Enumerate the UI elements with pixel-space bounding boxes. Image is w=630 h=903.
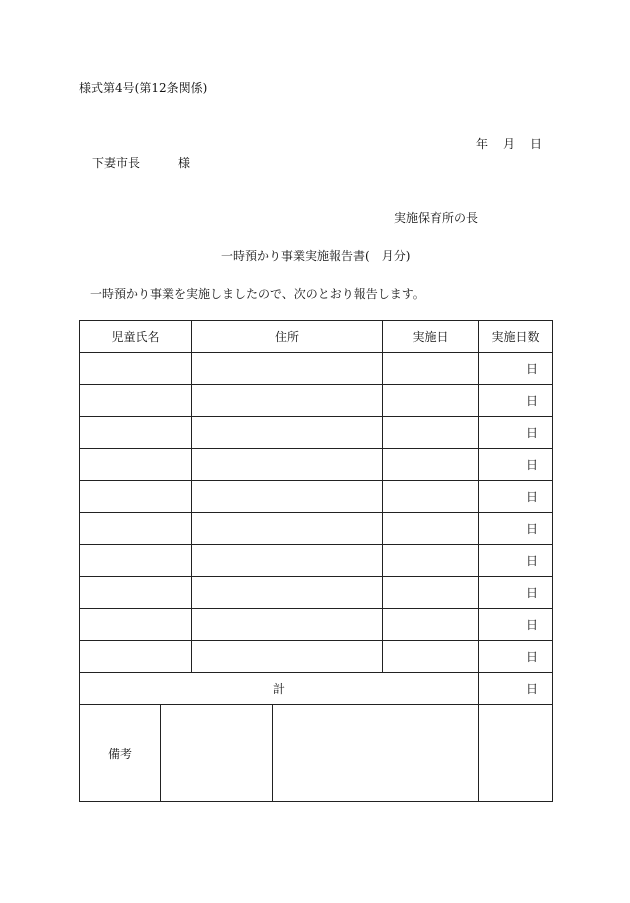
child-name-cell[interactable] <box>80 641 192 673</box>
date-cell[interactable] <box>383 577 479 609</box>
form-number: 様式第4号(第12条関係) <box>79 81 208 95</box>
header-days: 実施日数 <box>479 321 553 353</box>
report-table-body <box>80 321 553 802</box>
date-cell[interactable] <box>383 481 479 513</box>
date-cell[interactable] <box>383 513 479 545</box>
date-cell[interactable] <box>383 417 479 449</box>
remarks-cell-1[interactable] <box>161 705 273 802</box>
address-cell[interactable] <box>192 545 383 577</box>
table-row <box>80 481 553 513</box>
remarks-cell-3[interactable] <box>479 705 553 802</box>
address-cell[interactable] <box>192 577 383 609</box>
addressee-name: 下妻市長 <box>92 156 141 170</box>
child-name-cell[interactable] <box>80 513 192 545</box>
date-cell[interactable] <box>383 353 479 385</box>
remarks-row <box>80 705 553 802</box>
table-row <box>80 353 553 385</box>
table-row <box>80 417 553 449</box>
date-day-label: 日 <box>530 137 543 151</box>
remarks-label: 備考 <box>80 705 161 802</box>
header-date: 実施日 <box>383 321 479 353</box>
address-cell[interactable] <box>192 417 383 449</box>
date-cell[interactable] <box>383 641 479 673</box>
address-cell[interactable] <box>192 609 383 641</box>
date-cell[interactable] <box>383 545 479 577</box>
intro-text: 一時預かり事業を実施しましたので、次のとおり報告します。 <box>90 287 425 301</box>
title-suffix: 月分) <box>381 249 411 263</box>
days-cell[interactable]: 日 <box>479 481 553 513</box>
sender: 実施保育所の長 <box>394 211 479 225</box>
child-name-cell[interactable] <box>80 385 192 417</box>
date-cell[interactable] <box>383 449 479 481</box>
table-row <box>80 385 553 417</box>
child-name-cell[interactable] <box>80 609 192 641</box>
days-cell[interactable]: 日 <box>479 385 553 417</box>
days-cell[interactable]: 日 <box>479 449 553 481</box>
table-row <box>80 577 553 609</box>
total-row <box>80 673 553 705</box>
child-name-cell[interactable] <box>80 545 192 577</box>
table-row <box>80 513 553 545</box>
table-row <box>80 609 553 641</box>
table-row <box>80 641 553 673</box>
header-address: 住所 <box>192 321 383 353</box>
table-row <box>80 545 553 577</box>
header-child-name: 児童氏名 <box>80 321 192 353</box>
address-cell[interactable] <box>192 449 383 481</box>
remarks-cell-2[interactable] <box>273 705 479 802</box>
child-name-cell[interactable] <box>80 577 192 609</box>
days-cell[interactable]: 日 <box>479 609 553 641</box>
child-name-cell[interactable] <box>80 481 192 513</box>
days-cell[interactable]: 日 <box>479 417 553 449</box>
address-cell[interactable] <box>192 481 383 513</box>
total-label: 計 <box>80 673 479 705</box>
address-cell[interactable] <box>192 641 383 673</box>
address-cell[interactable] <box>192 513 383 545</box>
days-cell[interactable]: 日 <box>479 513 553 545</box>
addressee <box>92 156 190 170</box>
date-cell[interactable] <box>383 609 479 641</box>
child-name-cell[interactable] <box>80 449 192 481</box>
date-month-label: 月 <box>503 137 516 151</box>
days-cell[interactable]: 日 <box>479 353 553 385</box>
date-year-label: 年 <box>476 137 489 151</box>
addressee-honorific: 様 <box>178 156 191 170</box>
document-title <box>221 249 410 263</box>
title-prefix: 一時預かり事業実施報告書( <box>221 249 370 263</box>
child-name-cell[interactable] <box>80 417 192 449</box>
report-table <box>79 320 553 802</box>
days-cell[interactable]: 日 <box>479 641 553 673</box>
date-line <box>476 137 542 151</box>
address-cell[interactable] <box>192 353 383 385</box>
child-name-cell[interactable] <box>80 353 192 385</box>
date-cell[interactable] <box>383 385 479 417</box>
days-cell[interactable]: 日 <box>479 577 553 609</box>
table-header-row <box>80 321 553 353</box>
total-days-unit[interactable]: 日 <box>479 673 553 705</box>
table-row <box>80 449 553 481</box>
days-cell[interactable]: 日 <box>479 545 553 577</box>
address-cell[interactable] <box>192 385 383 417</box>
